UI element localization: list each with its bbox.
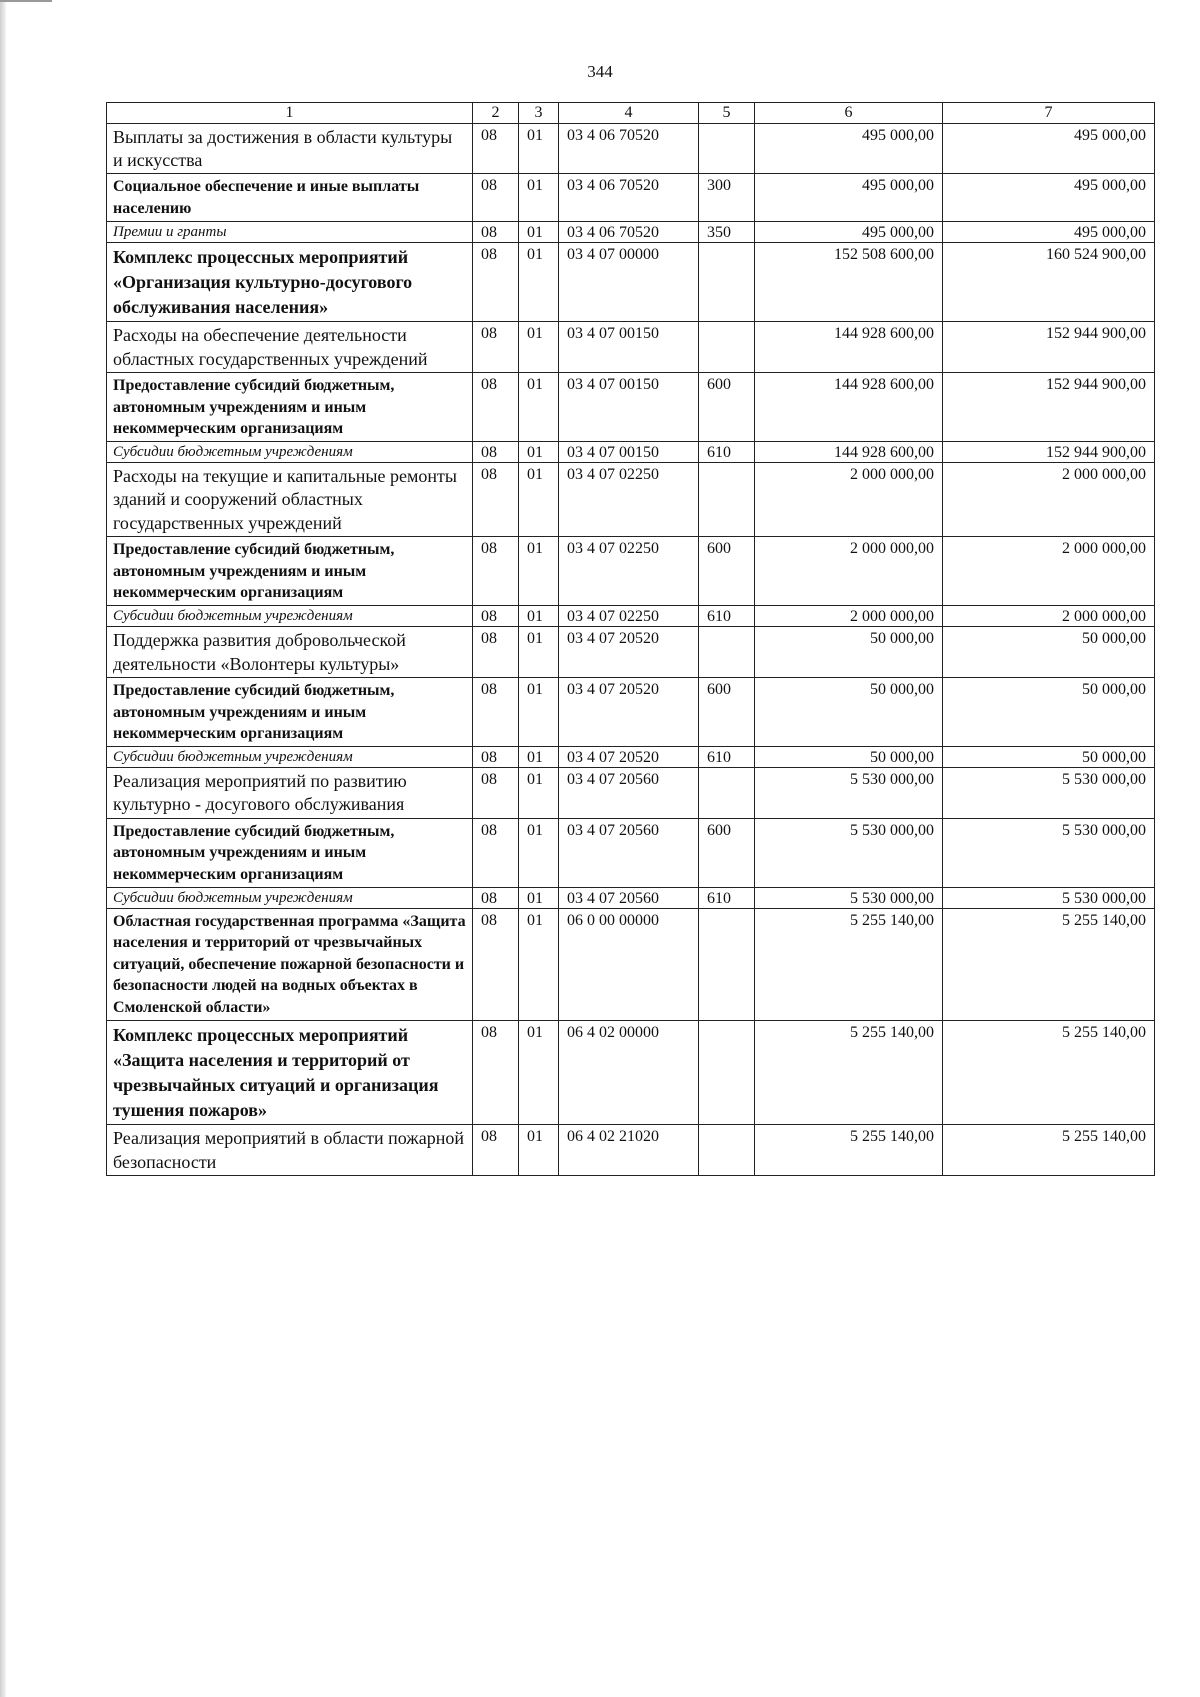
row-subsection: 01 <box>519 746 559 767</box>
row-name: Предоставление субсидий бюджетным, автономным учреждениям и иным некоммерческим организациям <box>107 677 473 746</box>
row-name: Реализация мероприятий в области пожарной безопасности <box>107 1125 473 1176</box>
row-target-article: 03 4 07 20560 <box>559 818 699 887</box>
table-row <box>107 441 1155 462</box>
row-name: Предоставление субсидий бюджетным, автономным учреждениям и иным некоммерческим организациям <box>107 818 473 887</box>
row-expense-type <box>699 767 755 818</box>
row-expense-type <box>699 242 755 322</box>
row-name: Реализация мероприятий по развитию культурно - досугового обслуживания <box>107 767 473 818</box>
row-name: Субсидии бюджетным учреждениям <box>107 887 473 908</box>
row-expense-type: 300 <box>699 174 755 221</box>
row-section: 08 <box>473 537 519 606</box>
row-amount-col7: 5 255 140,00 <box>943 1125 1155 1176</box>
row-amount-col7: 50 000,00 <box>943 677 1155 746</box>
row-name: Социальное обеспечение и иные выплаты населению <box>107 174 473 221</box>
row-name: Предоставление субсидий бюджетным, автономным учреждениям и иным некоммерческим организациям <box>107 537 473 606</box>
table-row <box>107 373 1155 442</box>
row-section: 08 <box>473 1020 519 1125</box>
row-amount-col6: 495 000,00 <box>755 174 943 221</box>
row-amount-col6: 50 000,00 <box>755 746 943 767</box>
row-subsection: 01 <box>519 767 559 818</box>
row-amount-col6: 2 000 000,00 <box>755 463 943 537</box>
row-expense-type: 600 <box>699 373 755 442</box>
table-row <box>107 627 1155 678</box>
row-amount-col6: 495 000,00 <box>755 123 943 174</box>
table-row <box>107 537 1155 606</box>
row-amount-col6: 152 508 600,00 <box>755 242 943 322</box>
row-amount-col7: 2 000 000,00 <box>943 606 1155 627</box>
row-name: Расходы на обеспечение деятельности областных государственных учреждений <box>107 322 473 373</box>
row-amount-col6: 50 000,00 <box>755 627 943 678</box>
row-subsection: 01 <box>519 123 559 174</box>
row-target-article: 03 4 07 20520 <box>559 746 699 767</box>
row-expense-type: 610 <box>699 887 755 908</box>
row-section: 08 <box>473 606 519 627</box>
header-col-2: 2 <box>473 103 519 124</box>
row-name: Комплекс процессных мероприятий «Защита населения и территорий от чрезвычайных ситуаций и организация тушения пожаров» <box>107 1020 473 1125</box>
header-col-5: 5 <box>699 103 755 124</box>
row-name: Комплекс процессных мероприятий «Организация культурно-досугового обслуживания населения» <box>107 242 473 322</box>
row-name: Предоставление субсидий бюджетным, автономным учреждениям и иным некоммерческим организациям <box>107 373 473 442</box>
row-target-article: 03 4 07 20520 <box>559 627 699 678</box>
row-target-article: 03 4 07 20560 <box>559 887 699 908</box>
row-amount-col7: 5 530 000,00 <box>943 818 1155 887</box>
row-target-article: 03 4 07 20520 <box>559 677 699 746</box>
row-expense-type: 610 <box>699 441 755 462</box>
table-row <box>107 242 1155 322</box>
row-amount-col7: 50 000,00 <box>943 746 1155 767</box>
row-amount-col7: 5 530 000,00 <box>943 887 1155 908</box>
page-number: 344 <box>587 62 613 81</box>
row-subsection: 01 <box>519 606 559 627</box>
row-subsection: 01 <box>519 677 559 746</box>
row-amount-col7: 152 944 900,00 <box>943 441 1155 462</box>
row-target-article: 03 4 07 02250 <box>559 606 699 627</box>
row-target-article: 03 4 07 00000 <box>559 242 699 322</box>
row-expense-type: 600 <box>699 537 755 606</box>
row-target-article: 03 4 07 20560 <box>559 767 699 818</box>
row-amount-col7: 152 944 900,00 <box>943 322 1155 373</box>
row-section: 08 <box>473 441 519 462</box>
row-amount-col7: 2 000 000,00 <box>943 537 1155 606</box>
row-amount-col6: 2 000 000,00 <box>755 606 943 627</box>
row-section: 08 <box>473 767 519 818</box>
header-col-3: 3 <box>519 103 559 124</box>
row-section: 08 <box>473 242 519 322</box>
row-expense-type <box>699 463 755 537</box>
row-section: 08 <box>473 677 519 746</box>
header-col-6: 6 <box>755 103 943 124</box>
row-section: 08 <box>473 463 519 537</box>
row-amount-col6: 5 255 140,00 <box>755 1125 943 1176</box>
table-row <box>107 221 1155 242</box>
row-amount-col6: 495 000,00 <box>755 221 943 242</box>
row-target-article: 03 4 07 00150 <box>559 322 699 373</box>
row-target-article: 06 4 02 21020 <box>559 1125 699 1176</box>
row-subsection: 01 <box>519 908 559 1020</box>
row-section: 08 <box>473 174 519 221</box>
row-expense-type <box>699 627 755 678</box>
scan-top-mark <box>0 0 52 2</box>
row-amount-col7: 152 944 900,00 <box>943 373 1155 442</box>
row-name: Субсидии бюджетным учреждениям <box>107 606 473 627</box>
row-subsection: 01 <box>519 373 559 442</box>
row-subsection: 01 <box>519 818 559 887</box>
row-target-article: 03 4 06 70520 <box>559 221 699 242</box>
table-row <box>107 1125 1155 1176</box>
row-amount-col7: 2 000 000,00 <box>943 463 1155 537</box>
row-section: 08 <box>473 818 519 887</box>
row-target-article: 03 4 07 02250 <box>559 463 699 537</box>
table-row <box>107 908 1155 1020</box>
row-target-article: 03 4 07 00150 <box>559 441 699 462</box>
scan-edge-shadow <box>0 0 6 1697</box>
row-target-article: 03 4 06 70520 <box>559 123 699 174</box>
table-row <box>107 463 1155 537</box>
row-name: Поддержка развития добровольческой деятельности «Волонтеры культуры» <box>107 627 473 678</box>
row-name: Выплаты за достижения в области культуры и искусства <box>107 123 473 174</box>
row-amount-col6: 5 530 000,00 <box>755 767 943 818</box>
row-amount-col6: 144 928 600,00 <box>755 441 943 462</box>
row-amount-col6: 50 000,00 <box>755 677 943 746</box>
table-row <box>107 174 1155 221</box>
row-expense-type: 350 <box>699 221 755 242</box>
row-subsection: 01 <box>519 627 559 678</box>
row-expense-type: 600 <box>699 677 755 746</box>
row-amount-col7: 495 000,00 <box>943 174 1155 221</box>
row-amount-col7: 50 000,00 <box>943 627 1155 678</box>
row-subsection: 01 <box>519 242 559 322</box>
row-amount-col6: 5 255 140,00 <box>755 1020 943 1125</box>
row-target-article: 03 4 06 70520 <box>559 174 699 221</box>
budget-table <box>106 102 1155 1176</box>
row-expense-type <box>699 322 755 373</box>
row-subsection: 01 <box>519 441 559 462</box>
row-section: 08 <box>473 1125 519 1176</box>
row-target-article: 06 4 02 00000 <box>559 1020 699 1125</box>
table-body <box>107 123 1155 1176</box>
row-section: 08 <box>473 627 519 678</box>
row-subsection: 01 <box>519 174 559 221</box>
table-row <box>107 1020 1155 1125</box>
row-amount-col6: 2 000 000,00 <box>755 537 943 606</box>
table-row <box>107 767 1155 818</box>
row-subsection: 01 <box>519 221 559 242</box>
row-name: Субсидии бюджетным учреждениям <box>107 746 473 767</box>
row-name: Субсидии бюджетным учреждениям <box>107 441 473 462</box>
row-expense-type <box>699 123 755 174</box>
row-section: 08 <box>473 746 519 767</box>
row-expense-type <box>699 1020 755 1125</box>
row-section: 08 <box>473 322 519 373</box>
table-row <box>107 322 1155 373</box>
row-amount-col7: 495 000,00 <box>943 123 1155 174</box>
header-col-7: 7 <box>943 103 1155 124</box>
row-amount-col6: 144 928 600,00 <box>755 322 943 373</box>
row-amount-col6: 5 530 000,00 <box>755 887 943 908</box>
row-subsection: 01 <box>519 1125 559 1176</box>
header-col-4: 4 <box>559 103 699 124</box>
table-row <box>107 123 1155 174</box>
row-target-article: 03 4 07 00150 <box>559 373 699 442</box>
row-section: 08 <box>473 373 519 442</box>
row-amount-col7: 5 255 140,00 <box>943 908 1155 1020</box>
row-amount-col6: 5 530 000,00 <box>755 818 943 887</box>
row-target-article: 03 4 07 02250 <box>559 537 699 606</box>
header-col-1: 1 <box>107 103 473 124</box>
row-section: 08 <box>473 123 519 174</box>
table-row <box>107 818 1155 887</box>
table-row <box>107 746 1155 767</box>
row-section: 08 <box>473 908 519 1020</box>
row-target-article: 06 0 00 00000 <box>559 908 699 1020</box>
row-name: Премии и гранты <box>107 221 473 242</box>
row-section: 08 <box>473 887 519 908</box>
row-amount-col7: 5 255 140,00 <box>943 1020 1155 1125</box>
header-row <box>107 103 1155 124</box>
row-amount-col7: 5 530 000,00 <box>943 767 1155 818</box>
row-name: Расходы на текущие и капитальные ремонты зданий и сооружений областных государственных учреждений <box>107 463 473 537</box>
row-expense-type <box>699 1125 755 1176</box>
row-subsection: 01 <box>519 463 559 537</box>
table-row <box>107 677 1155 746</box>
table-row <box>107 887 1155 908</box>
row-amount-col7: 495 000,00 <box>943 221 1155 242</box>
row-subsection: 01 <box>519 322 559 373</box>
row-expense-type: 610 <box>699 606 755 627</box>
row-section: 08 <box>473 221 519 242</box>
budget-table-container <box>106 102 1154 1176</box>
row-subsection: 01 <box>519 537 559 606</box>
row-expense-type: 600 <box>699 818 755 887</box>
row-amount-col7: 160 524 900,00 <box>943 242 1155 322</box>
table-row <box>107 606 1155 627</box>
row-name: Областная государственная программа «Защита населения и территорий от чрезвычайных ситуаций, обеспечение пожарной безопасности и безопасности людей на водных объектах в Смоленской области» <box>107 908 473 1020</box>
row-amount-col6: 5 255 140,00 <box>755 908 943 1020</box>
row-expense-type: 610 <box>699 746 755 767</box>
row-amount-col6: 144 928 600,00 <box>755 373 943 442</box>
row-expense-type <box>699 908 755 1020</box>
row-subsection: 01 <box>519 1020 559 1125</box>
row-subsection: 01 <box>519 887 559 908</box>
